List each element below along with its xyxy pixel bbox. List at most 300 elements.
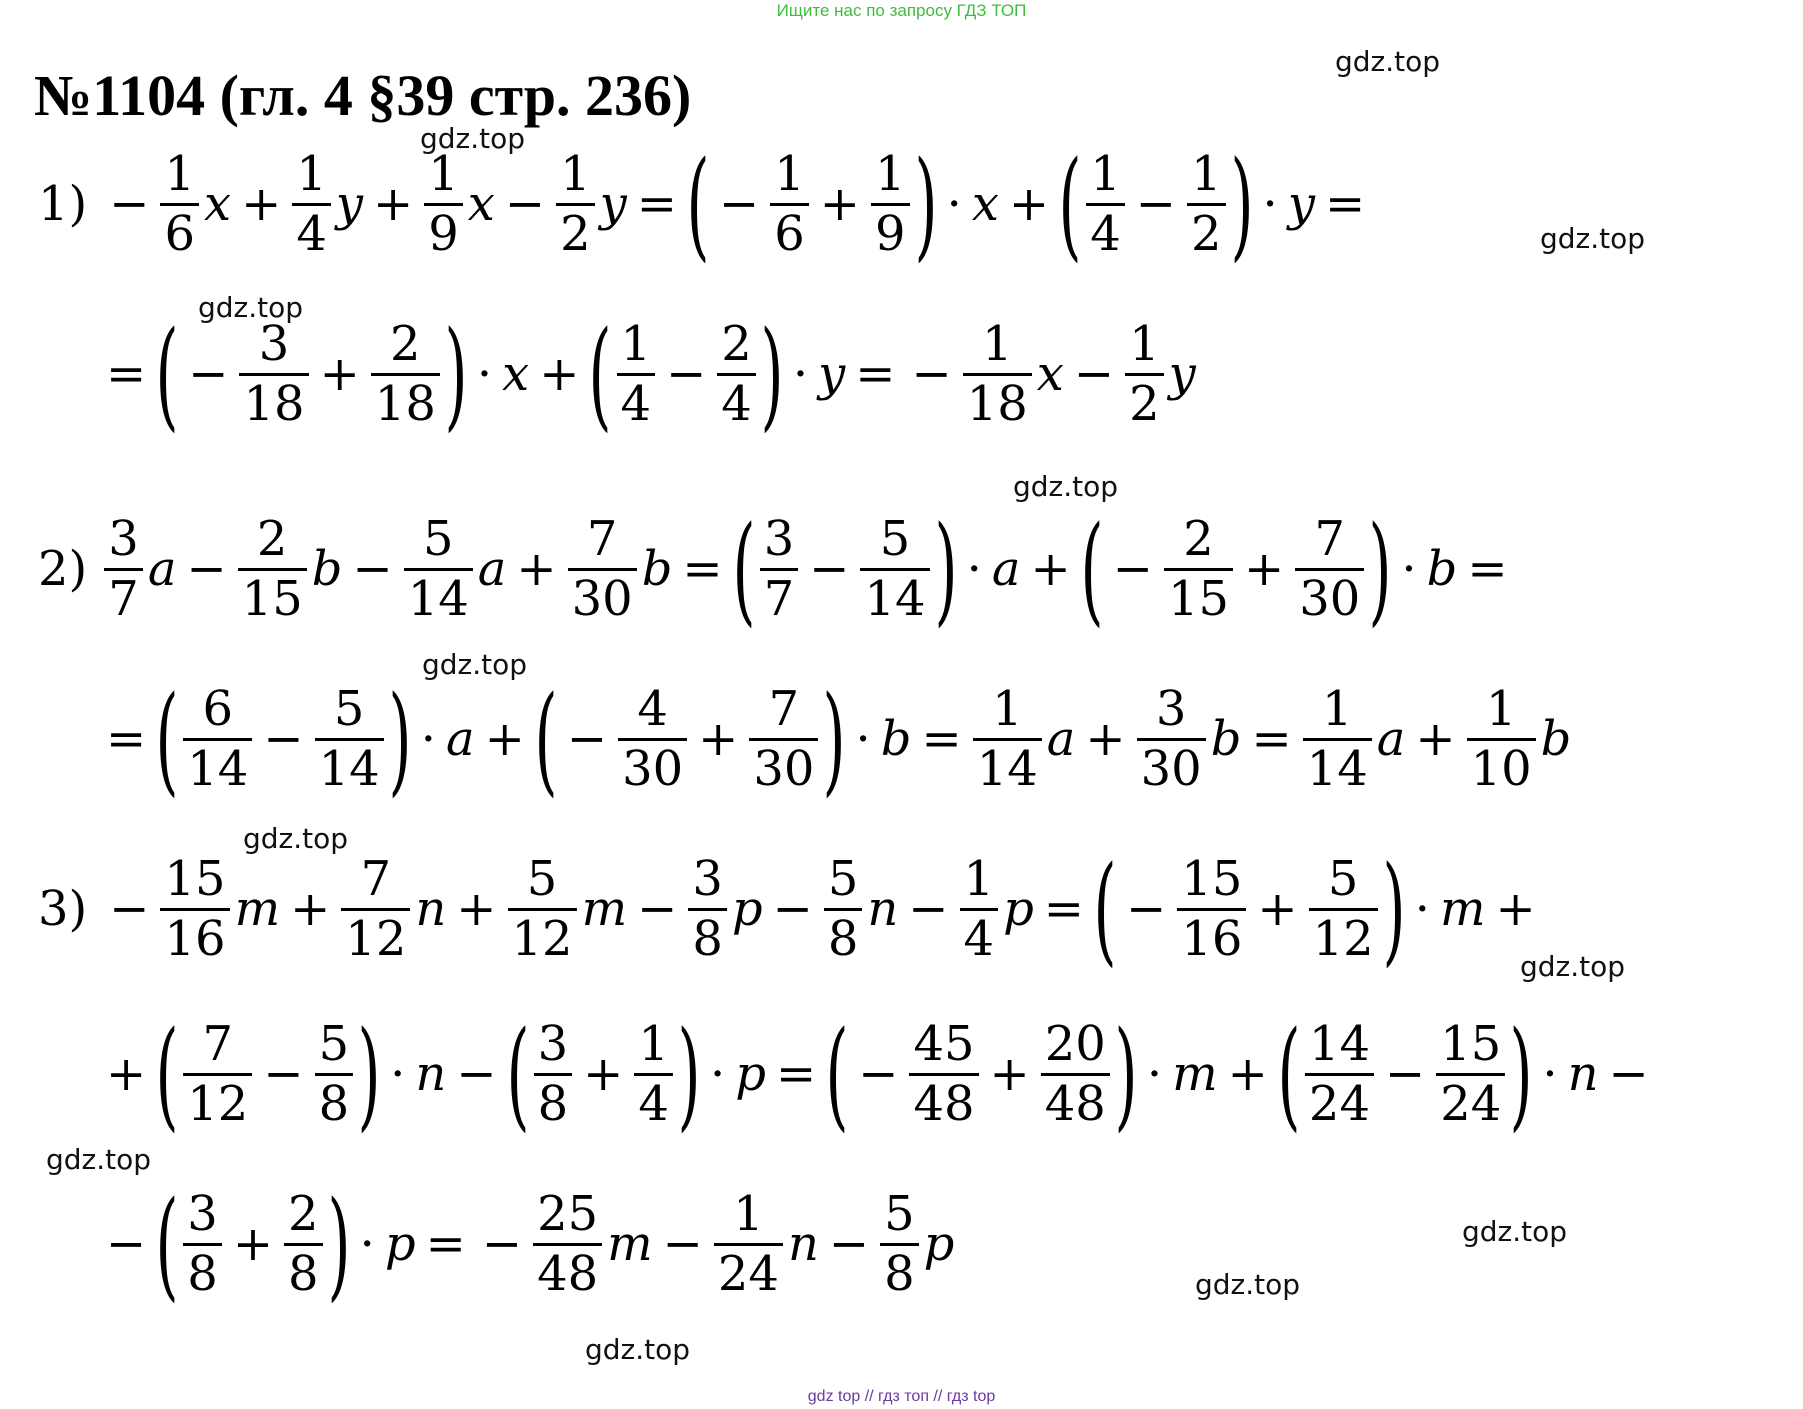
numerator: 1 xyxy=(1485,680,1517,737)
numerator: 5 xyxy=(884,1185,915,1242)
variable: p xyxy=(1003,881,1034,937)
operator: + xyxy=(1030,541,1071,597)
variable: n xyxy=(415,881,447,937)
right-paren: ) xyxy=(1114,1005,1138,1143)
numerator: 14 xyxy=(1308,1015,1370,1072)
numerator: 1 xyxy=(620,315,652,372)
right-paren: ) xyxy=(822,670,846,808)
numerator: 2 xyxy=(288,1185,319,1242)
variable: n xyxy=(1567,1046,1599,1102)
denominator: 14 xyxy=(183,738,252,796)
operator: · xyxy=(1414,881,1430,937)
operator: · xyxy=(359,1216,375,1272)
operator: + xyxy=(1495,881,1536,937)
operator: + xyxy=(232,1216,274,1272)
numerator: 5 xyxy=(827,850,859,907)
operator: + xyxy=(583,1046,624,1102)
numerator: 1 xyxy=(963,850,995,907)
numerator: 2 xyxy=(256,510,288,567)
denominator: 24 xyxy=(1436,1073,1505,1131)
numerator: 15 xyxy=(1440,1015,1502,1072)
watermark: gdz.top xyxy=(1462,1215,1568,1248)
math-line-5 xyxy=(38,840,1544,978)
variable: a xyxy=(477,541,507,597)
operator: + xyxy=(1085,711,1126,767)
operator: − xyxy=(666,346,707,402)
variable: n xyxy=(787,1216,819,1272)
operator: + xyxy=(290,881,331,937)
numerator: 3 xyxy=(1155,680,1187,737)
variable: b xyxy=(1210,711,1242,767)
operator: = xyxy=(1043,881,1085,937)
numerator: 1 xyxy=(296,145,327,202)
denominator: 8 xyxy=(315,1073,354,1131)
fraction xyxy=(871,145,910,262)
denominator: 30 xyxy=(1137,738,1206,796)
watermark: gdz.top xyxy=(198,291,304,324)
numerator: 2 xyxy=(1183,510,1214,567)
numerator: 6 xyxy=(202,680,234,737)
operator: = xyxy=(106,711,147,767)
denominator: 12 xyxy=(1309,908,1378,966)
variable: y xyxy=(1287,176,1315,232)
denominator: 2 xyxy=(556,203,595,261)
fraction xyxy=(1137,680,1206,797)
numerator: 1 xyxy=(1321,680,1353,737)
fraction xyxy=(104,510,143,627)
fraction xyxy=(760,510,799,627)
operator: · xyxy=(709,1046,726,1102)
fraction xyxy=(315,1015,354,1132)
operator: + xyxy=(539,346,580,402)
operator: + xyxy=(989,1046,1030,1102)
denominator: 4 xyxy=(292,203,331,261)
numerator: 3 xyxy=(258,315,290,372)
watermark: gdz.top xyxy=(1520,950,1626,983)
fraction xyxy=(341,850,410,967)
variable: x xyxy=(502,346,530,402)
numerator: 1 xyxy=(1190,145,1222,202)
operator: − xyxy=(263,1046,304,1102)
operator: − xyxy=(772,881,813,937)
fraction xyxy=(824,850,863,967)
fraction xyxy=(556,145,595,262)
fraction xyxy=(160,850,229,967)
top-banner: Ищите нас по запросу ГДЗ ТОП xyxy=(776,1,1027,20)
operator: − xyxy=(1608,1046,1649,1102)
numerator: 15 xyxy=(164,850,226,907)
operator: + xyxy=(241,176,282,232)
left-paren: ( xyxy=(506,1005,530,1143)
operator: · xyxy=(1542,1046,1558,1102)
variable: n xyxy=(415,1046,447,1102)
numerator: 1 xyxy=(560,145,591,202)
watermark: gdz.top xyxy=(420,122,526,155)
operator: + xyxy=(106,1046,147,1102)
numerator: 1 xyxy=(991,680,1023,737)
numerator: 25 xyxy=(537,1185,599,1242)
variable: x xyxy=(204,176,232,232)
operator: + xyxy=(1415,711,1456,767)
fraction xyxy=(960,850,999,967)
variable: m xyxy=(234,881,281,937)
numerator: 1 xyxy=(164,145,196,202)
fraction xyxy=(1467,680,1536,797)
operator: − xyxy=(504,176,546,232)
numerator: 7 xyxy=(360,850,392,907)
denominator: 14 xyxy=(404,568,473,626)
math-line-6 xyxy=(98,1005,1657,1143)
numerator: 3 xyxy=(537,1015,569,1072)
denominator: 14 xyxy=(1303,738,1372,796)
operator: − xyxy=(911,346,952,402)
left-paren: ( xyxy=(732,500,756,638)
operator: − xyxy=(1135,176,1176,232)
denominator: 8 xyxy=(824,908,863,966)
operator: · xyxy=(946,176,962,232)
left-paren: ( xyxy=(1277,1005,1301,1143)
denominator: 24 xyxy=(714,1243,783,1301)
denominator: 14 xyxy=(860,568,929,626)
operator: · xyxy=(476,346,493,402)
right-paren: ) xyxy=(327,1175,351,1313)
fraction xyxy=(534,1015,573,1132)
math-line-3 xyxy=(38,500,1516,638)
watermark: gdz.top xyxy=(1540,222,1646,255)
operator: − xyxy=(566,711,608,767)
operator: − xyxy=(109,176,150,232)
denominator: 8 xyxy=(880,1243,919,1301)
fraction xyxy=(533,1185,602,1302)
numerator: 7 xyxy=(586,510,618,567)
numerator: 1 xyxy=(1090,145,1121,202)
variable: y xyxy=(599,176,627,232)
operator: = xyxy=(425,1216,466,1272)
denominator: 18 xyxy=(239,373,308,431)
denominator: 9 xyxy=(871,203,910,261)
denominator: 16 xyxy=(1177,908,1246,966)
fraction xyxy=(880,1185,919,1302)
denominator: 6 xyxy=(770,203,809,261)
fraction xyxy=(292,145,331,262)
numerator: 1 xyxy=(774,145,805,202)
right-paren: ) xyxy=(1230,135,1254,273)
variable: p xyxy=(923,1216,955,1272)
numerator: 5 xyxy=(879,510,911,567)
denominator: 48 xyxy=(1041,1073,1110,1131)
denominator: 14 xyxy=(315,738,384,796)
fraction xyxy=(424,145,463,262)
operator: · xyxy=(1401,541,1417,597)
right-paren: ) xyxy=(677,1005,701,1143)
operator: = xyxy=(1467,541,1508,597)
operator: + xyxy=(373,176,414,232)
variable: y xyxy=(818,346,846,402)
denominator: 4 xyxy=(634,1073,673,1131)
right-paren: ) xyxy=(357,1005,381,1143)
left-paren: ( xyxy=(1080,500,1104,638)
denominator: 4 xyxy=(1086,203,1125,261)
variable: m xyxy=(581,881,628,937)
numerator: 2 xyxy=(721,315,752,372)
operator: − xyxy=(456,1046,497,1102)
fraction xyxy=(963,315,1032,432)
fraction xyxy=(371,315,440,432)
operator: = xyxy=(682,541,723,597)
operator: · xyxy=(420,711,436,767)
fraction xyxy=(617,315,656,432)
denominator: 24 xyxy=(1305,1073,1374,1131)
right-paren: ) xyxy=(444,305,468,443)
denominator: 48 xyxy=(533,1243,602,1301)
operator: · xyxy=(1146,1046,1163,1102)
fraction xyxy=(568,510,637,627)
numerator: 3 xyxy=(763,510,795,567)
fraction xyxy=(618,680,687,797)
numerator: 7 xyxy=(1314,510,1346,567)
denominator: 8 xyxy=(534,1073,573,1131)
numerator: 5 xyxy=(526,850,558,907)
denominator: 15 xyxy=(238,568,307,626)
fraction xyxy=(1305,1015,1374,1132)
fraction xyxy=(1164,510,1233,627)
variable: n xyxy=(867,881,899,937)
fraction xyxy=(860,510,929,627)
operator: − xyxy=(1073,346,1115,402)
operator: − xyxy=(186,541,227,597)
numerator: 5 xyxy=(1327,850,1359,907)
variable: b xyxy=(1426,541,1458,597)
operator: − xyxy=(719,176,760,232)
watermark: gdz.top xyxy=(1195,1268,1301,1301)
numerator: 1 xyxy=(638,1015,669,1072)
denominator: 14 xyxy=(973,738,1042,796)
operator: = xyxy=(1324,176,1366,232)
left-paren: ( xyxy=(686,135,710,273)
operator: − xyxy=(106,1216,147,1272)
numerator: 5 xyxy=(422,510,454,567)
fraction xyxy=(1177,850,1246,967)
denominator: 48 xyxy=(909,1073,978,1131)
operator: · xyxy=(1262,176,1278,232)
operator: · xyxy=(792,346,809,402)
operator: + xyxy=(456,881,497,937)
variable: a xyxy=(1046,711,1076,767)
numerator: 7 xyxy=(202,1015,234,1072)
numerator: 1 xyxy=(1129,315,1160,372)
operator: − xyxy=(481,1216,523,1272)
numerator: 3 xyxy=(692,850,723,907)
fraction xyxy=(688,850,727,967)
fraction xyxy=(1086,145,1125,262)
fraction xyxy=(714,1185,783,1302)
fraction xyxy=(183,1015,252,1132)
math-line-7 xyxy=(98,1175,956,1313)
fraction xyxy=(284,1185,323,1302)
operator: − xyxy=(809,541,850,597)
watermark: gdz.top xyxy=(1013,470,1119,503)
math-line-4 xyxy=(98,670,1573,808)
variable: m xyxy=(1439,881,1486,937)
denominator: 30 xyxy=(568,568,637,626)
variable: a xyxy=(147,541,177,597)
denominator: 8 xyxy=(688,908,727,966)
denominator: 7 xyxy=(104,568,143,626)
variable: b xyxy=(311,541,343,597)
operator: = xyxy=(636,176,677,232)
fraction xyxy=(508,850,577,967)
left-paren: ( xyxy=(155,1175,179,1313)
denominator: 4 xyxy=(617,373,656,431)
operator: − xyxy=(352,541,393,597)
denominator: 2 xyxy=(1187,203,1226,261)
variable: a xyxy=(1376,711,1406,767)
fraction xyxy=(634,1015,673,1132)
denominator: 8 xyxy=(183,1243,222,1301)
numerator: 1 xyxy=(981,315,1013,372)
right-paren: ) xyxy=(934,500,958,638)
denominator: 15 xyxy=(1164,568,1233,626)
denominator: 6 xyxy=(160,203,199,261)
operator: = xyxy=(921,711,962,767)
numerator: 2 xyxy=(390,315,421,372)
fraction xyxy=(239,315,308,432)
numerator: 3 xyxy=(187,1185,218,1242)
operator: = xyxy=(1251,711,1292,767)
operator: + xyxy=(484,711,525,767)
variable: b xyxy=(641,541,673,597)
left-paren: ( xyxy=(588,305,613,443)
denominator: 7 xyxy=(760,568,799,626)
right-paren: ) xyxy=(760,305,784,443)
right-paren: ) xyxy=(1509,1005,1533,1143)
fraction xyxy=(1303,680,1372,797)
denominator: 30 xyxy=(618,738,687,796)
operator: − xyxy=(1126,881,1167,937)
right-paren: ) xyxy=(1368,500,1392,638)
item-number: 2) xyxy=(38,541,88,597)
operator: + xyxy=(1008,176,1050,232)
variable: a xyxy=(445,711,475,767)
watermark: gdz.top xyxy=(243,822,349,855)
variable: x xyxy=(1036,346,1064,402)
operator: · xyxy=(966,541,982,597)
variable: p xyxy=(384,1216,416,1272)
fraction xyxy=(160,145,199,262)
right-paren: ) xyxy=(914,135,938,273)
fraction xyxy=(1295,510,1364,627)
numerator: 5 xyxy=(333,680,365,737)
denominator: 18 xyxy=(371,373,440,431)
operator: + xyxy=(1244,541,1285,597)
watermark: gdz.top xyxy=(422,648,528,681)
left-paren: ( xyxy=(1058,135,1082,273)
denominator: 10 xyxy=(1467,738,1536,796)
variable: x xyxy=(467,176,495,232)
operator: + xyxy=(319,346,360,402)
operator: · xyxy=(855,711,871,767)
numerator: 45 xyxy=(913,1015,975,1072)
operator: − xyxy=(188,346,229,402)
variable: b xyxy=(1540,711,1572,767)
item-number: 3) xyxy=(38,881,88,937)
fraction xyxy=(717,315,756,432)
variable: m xyxy=(1172,1046,1218,1102)
left-paren: ( xyxy=(1093,840,1117,978)
left-paren: ( xyxy=(534,670,558,808)
left-paren: ( xyxy=(825,1005,849,1143)
operator: + xyxy=(819,176,860,232)
denominator: 16 xyxy=(160,908,229,966)
operator: − xyxy=(858,1046,899,1102)
fraction xyxy=(909,1015,978,1132)
operator: − xyxy=(828,1216,870,1272)
numerator: 7 xyxy=(768,680,800,737)
fraction xyxy=(183,1185,222,1302)
fraction xyxy=(1436,1015,1505,1132)
fraction xyxy=(1125,315,1164,432)
denominator: 18 xyxy=(963,373,1032,431)
denominator: 4 xyxy=(960,908,999,966)
right-paren: ) xyxy=(1382,840,1406,978)
operator: + xyxy=(698,711,739,767)
denominator: 12 xyxy=(508,908,577,966)
item-number: 1) xyxy=(38,176,88,232)
left-paren: ( xyxy=(155,670,179,808)
numerator: 5 xyxy=(318,1015,350,1072)
variable: p xyxy=(731,881,763,937)
variable: m xyxy=(607,1216,653,1272)
fraction xyxy=(183,680,252,797)
numerator: 15 xyxy=(1181,850,1243,907)
right-paren: ) xyxy=(388,670,412,808)
operator: + xyxy=(1227,1046,1268,1102)
watermark: gdz.top xyxy=(585,1333,691,1366)
footer-links: gdz top // гдз топ // гдз top xyxy=(807,1388,996,1405)
numerator: 1 xyxy=(733,1185,764,1242)
left-paren: ( xyxy=(155,305,179,443)
fraction xyxy=(238,510,307,627)
left-paren: ( xyxy=(155,1005,179,1143)
variable: y xyxy=(1168,346,1196,402)
operator: − xyxy=(908,881,949,937)
operator: + xyxy=(1257,881,1298,937)
fraction xyxy=(1187,145,1226,262)
denominator: 9 xyxy=(424,203,463,261)
operator: = xyxy=(106,346,147,402)
denominator: 30 xyxy=(1295,568,1364,626)
fraction xyxy=(1309,850,1378,967)
operator: − xyxy=(263,711,304,767)
variable: y xyxy=(335,176,363,232)
fraction xyxy=(1041,1015,1110,1132)
denominator: 12 xyxy=(341,908,410,966)
fraction xyxy=(973,680,1042,797)
watermark: gdz.top xyxy=(46,1143,152,1176)
fraction xyxy=(770,145,809,262)
operator: − xyxy=(109,881,150,937)
variable: x xyxy=(971,176,999,232)
operator: − xyxy=(662,1216,703,1272)
variable: p xyxy=(735,1046,766,1102)
fraction xyxy=(404,510,473,627)
variable: a xyxy=(991,541,1021,597)
operator: · xyxy=(390,1046,406,1102)
operator: + xyxy=(516,541,557,597)
numerator: 3 xyxy=(108,510,139,567)
problem-title: №1104 (гл. 4 §39 стр. 236) xyxy=(34,63,692,128)
denominator: 12 xyxy=(183,1073,252,1131)
